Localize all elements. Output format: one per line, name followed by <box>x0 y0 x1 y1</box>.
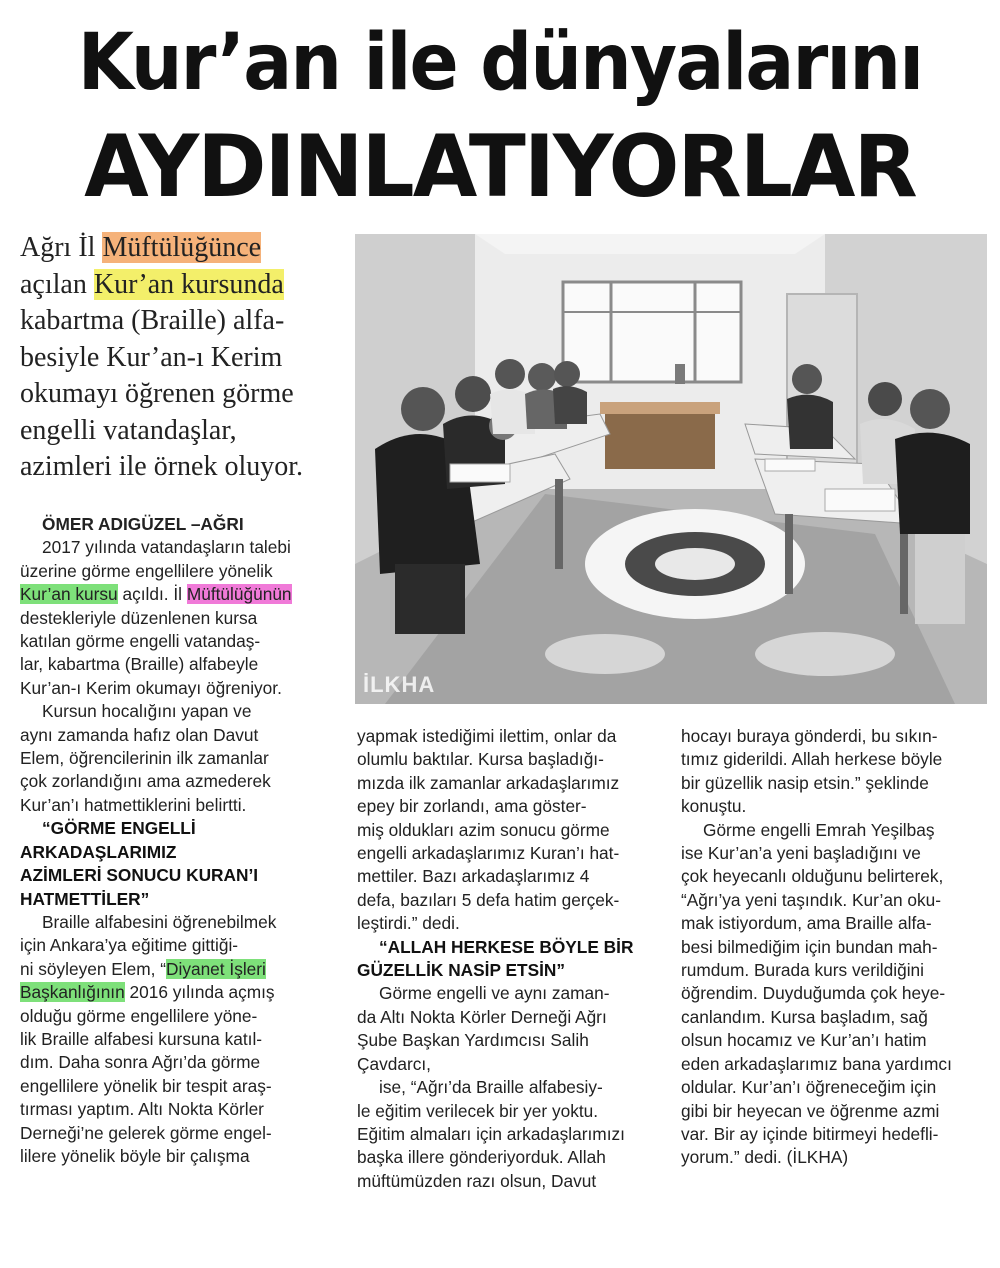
text-line: için Ankara’ya eğitime gittiği- <box>20 935 239 956</box>
highlight-muftuluk: Müftülüğünce <box>102 232 262 263</box>
text-line: le eğitim verilecek bir yer yoktu. <box>357 1100 599 1121</box>
text-line: lar, kabartma (Braille) alfabeyle <box>20 654 259 675</box>
lead-paragraph <box>20 230 350 486</box>
text-line: engelli arkadaşlarımız Kuran’ı hat- <box>357 843 620 864</box>
text-line: Çavdarcı, <box>357 1053 431 1074</box>
text-line: gibi bir heyecan ve öğrenme azmi <box>681 1100 940 1121</box>
lead-line <box>20 230 350 267</box>
text-line: Elem, öğrencilerinin ilk zamanlar <box>20 748 269 769</box>
text-line: ise, “Ağrı’da Braille alfabesiy- <box>379 1077 603 1098</box>
highlight-baskanlik: Başkanlığının <box>20 982 125 1003</box>
text-line: Kursun hocalığını yapan ve <box>42 701 252 722</box>
text-line: mettiler. Bazı arkadaşlarımız 4 <box>357 866 590 887</box>
text-line: Görme engelli ve aynı zaman- <box>379 983 610 1004</box>
text-line: mak istiyordum, ama Braille alfa- <box>681 913 932 934</box>
text-line: Eğitim almaları için arkadaşlarımızı <box>357 1123 625 1144</box>
text-line: epey bir zorlandı, ama göster- <box>357 796 587 817</box>
text-line: engellilere yönelik bir tespit araş- <box>20 1075 272 1096</box>
text-line: çok zorlandığını ama azmederek <box>20 771 271 792</box>
lead-text: açılan <box>20 268 94 300</box>
lead-line <box>20 267 350 304</box>
text-line: Görme engelli Emrah Yeşilbaş <box>703 819 935 840</box>
text-line: katılan görme engelli vatandaş- <box>20 631 261 652</box>
subheading-line: “GÖRME ENGELLİ <box>42 818 196 839</box>
text-line: çok heyecanlı olduğunu belirterek, <box>681 866 944 887</box>
text-line: yapmak istediğimi ilettim, onlar da <box>357 726 617 746</box>
subheading-line: ARKADAŞLARIMIZ <box>20 841 177 862</box>
lead-line: besiyle Kur’an-ı Kerim <box>20 341 283 373</box>
text-line: Derneği’ne gelerek görme engel- <box>20 1122 272 1143</box>
byline: ÖMER ADIGÜZEL –AĞRI <box>42 514 244 534</box>
classroom-illustration <box>355 234 987 704</box>
text-line: destekleriyle düzenlenen kursa <box>20 607 258 628</box>
text-line: canlandım. Kursa başladım, sağ <box>681 1006 928 1027</box>
text-fragment: açıldı. İl <box>117 584 187 605</box>
text-line: tımız giderildi. Allah herkese böyle <box>681 749 943 770</box>
lead-line: azimleri ile örnek oluyor. <box>20 451 304 482</box>
subheading-line: GÜZELLİK NASİP ETSİN” <box>357 960 566 981</box>
article-column-1 <box>20 513 325 1168</box>
article-column-3 <box>681 725 987 1170</box>
text-line: 2017 yılında vatandaşların talebi <box>42 537 291 558</box>
text-line: Kur’an-ı Kerim okumayı öğreniyor. <box>20 677 282 698</box>
text-line: oldular. Kur’an’ı öğreneceğim için <box>681 1077 937 1098</box>
text-line: üzerine görme engellilere yönelik <box>20 560 273 581</box>
lead-line: engelli vatandaşlar, <box>20 414 237 446</box>
text-line: da Altı Nokta Körler Derneği Ağrı <box>357 1006 607 1027</box>
text-line: dım. Daha sonra Ağrı’da görme <box>20 1052 261 1073</box>
text-line <box>20 958 325 981</box>
lead-text: Ağrı İl <box>20 232 103 263</box>
photo-watermark: İLKHA <box>363 672 436 697</box>
text-line: olumlu baktılar. Kursa başladığı- <box>357 749 604 770</box>
text-line: hocayı buraya gönderdi, bu sıkın- <box>681 726 938 746</box>
text-line: Braille alfabesini öğrenebilmek <box>42 911 277 932</box>
text-line: var. Bir ay içinde bitirmeyi hedefli- <box>681 1123 939 1144</box>
classroom-photo <box>355 234 987 704</box>
highlight-kuran-kursu: Kur’an kursunda <box>93 268 284 300</box>
text-line: konuştu. <box>681 796 747 817</box>
subheading-line: HATMETTİLER” <box>20 888 150 909</box>
text-line: besi bilmediğim için bundan mah- <box>681 936 938 957</box>
text-line: ise Kur’an’a yeni başladığını ve <box>681 843 921 864</box>
text-fragment: ni söyleyen Elem, “ <box>20 958 166 979</box>
text-line: “Ağrı’ya yeni taşındık. Kur’an oku- <box>681 889 941 910</box>
text-line: Şube Başkan Yardımcısı Salih <box>357 1030 589 1051</box>
text-line <box>20 583 325 606</box>
text-line: lilere yönelik böyle bir çalışma <box>20 1145 250 1166</box>
text-line <box>20 981 325 1004</box>
highlight-kuran-kursu: Kur’an kursu <box>20 584 118 605</box>
text-line: olduğu görme engellilere yöne- <box>20 1005 258 1026</box>
text-line: bir güzellik nasip etsin.” şeklinde <box>681 772 929 793</box>
lead-line: okumayı öğrenen görme <box>20 378 294 409</box>
text-line: olsun hocamız ve Kur’an’ı hatim <box>681 1030 927 1051</box>
text-line: lik Braille alfabesi kursuna katıl- <box>20 1028 263 1049</box>
text-line: aynı zamanda hafız olan Davut <box>20 724 259 745</box>
text-line: öğrendim. Duyduğumda çok heye- <box>681 983 946 1004</box>
text-line: başka illere gönderiyorduk. Allah <box>357 1147 606 1168</box>
text-fragment: 2016 yılında açmış <box>124 982 275 1003</box>
text-line: defa, bazıları 5 defa hatim gerçek- <box>357 889 620 910</box>
subheading-line: “ALLAH HERKESE BÖYLE BİR <box>379 936 634 957</box>
text-line: Kur’an’ı hatmettiklerini belirtti. <box>20 794 247 815</box>
text-line: müftümüzden razı olsun, Davut <box>357 1170 597 1191</box>
text-line: leştirdi.” dedi. <box>357 913 460 934</box>
subheading-line: AZİMLERİ SONUCU KURAN’I <box>20 865 259 886</box>
text-line: miş oldukları azim sonucu görme <box>357 819 610 840</box>
article-column-2 <box>357 725 657 1193</box>
lead-line: kabartma (Braille) alfa- <box>20 305 285 336</box>
text-line: yorum.” dedi. (İLKHA) <box>681 1147 849 1168</box>
text-line: mızda ilk zamanlar arkadaşlarımız <box>357 772 620 793</box>
text-line: eden arkadaşlarımız bana yardımcı <box>681 1053 952 1074</box>
headline-line-1: Kur’an ile dünyalarını <box>77 18 923 108</box>
headline-line-2: AYDINLATIYORLAR <box>84 117 916 217</box>
text-line: rumdum. Burada kurs verildiğini <box>681 960 924 981</box>
highlight-diyanet: Diyanet İşleri <box>166 958 266 979</box>
highlight-muftuluk: Müftülüğünün <box>186 584 292 605</box>
text-line: tırması yaptım. Altı Nokta Körler <box>20 1099 264 1120</box>
